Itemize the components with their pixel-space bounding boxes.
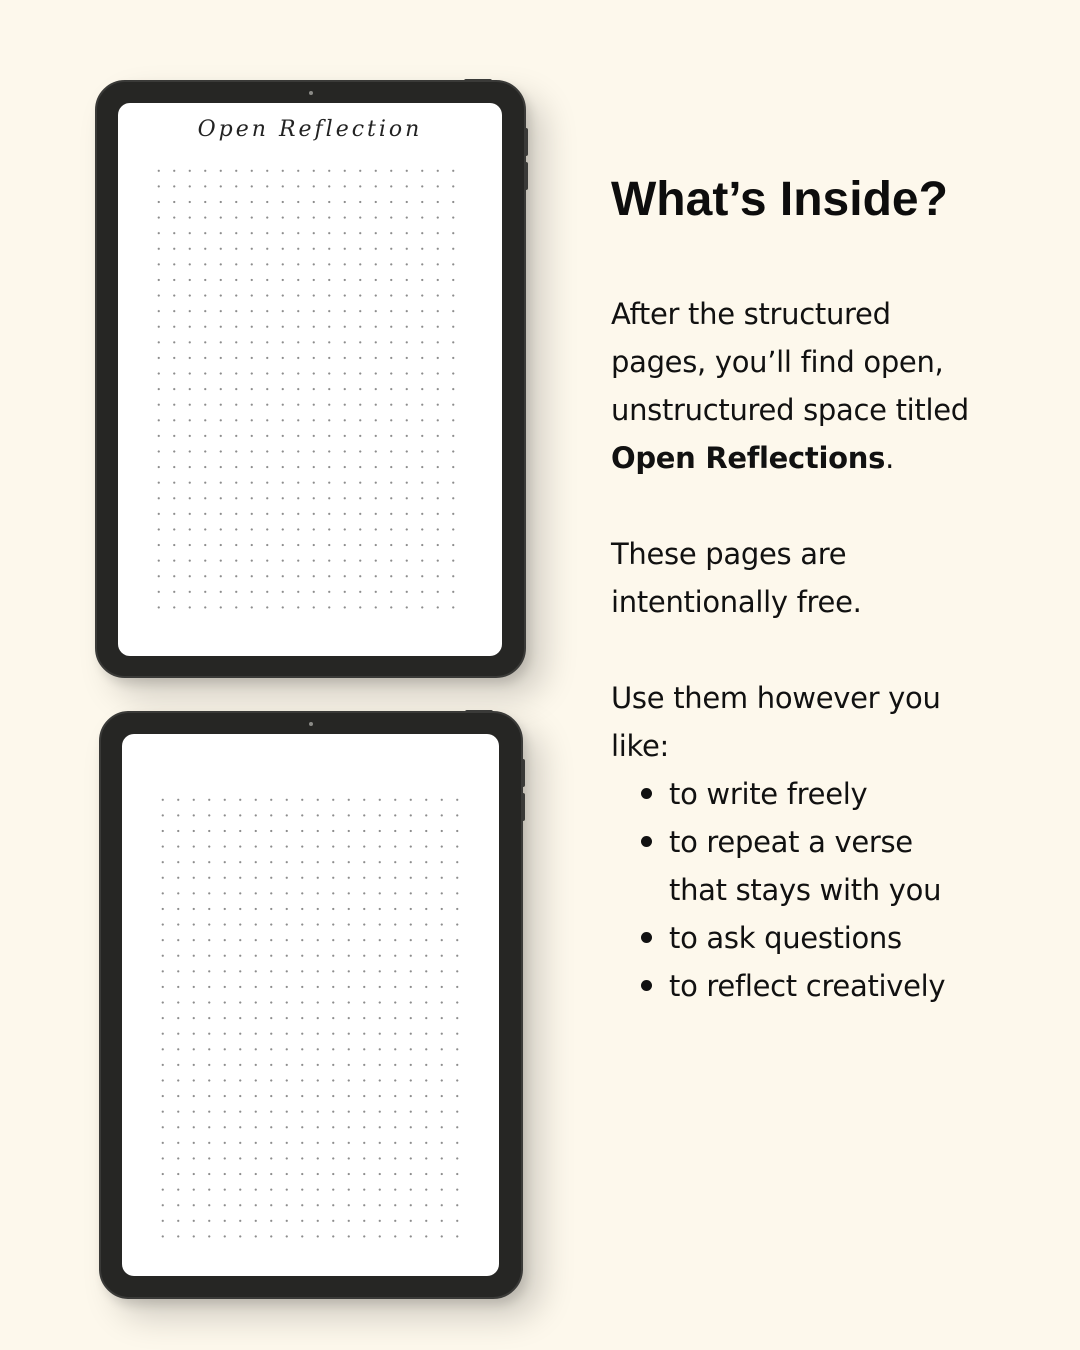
tablet-volume-up-button <box>522 759 525 787</box>
list-item-text: to repeat a verse <box>669 825 913 859</box>
paragraph-line: pages, you’ll find open, <box>611 345 944 379</box>
bullet-list <box>611 770 1051 1010</box>
paragraph-intro <box>611 290 1051 482</box>
tablet-power-button <box>464 79 492 82</box>
bullet-icon <box>641 836 652 847</box>
paragraph-line: unstructured space titled <box>611 393 969 427</box>
bullet-icon <box>641 980 652 991</box>
paragraph-usage <box>611 674 1051 770</box>
tablet-volume-up-button <box>525 128 528 156</box>
tablet-camera <box>309 91 313 95</box>
list-item-text: that stays with you <box>669 873 942 907</box>
paragraph-line: like: <box>611 729 669 763</box>
list-item <box>611 818 1051 914</box>
tablet-top <box>95 80 526 678</box>
list-item <box>611 770 1051 818</box>
tablet-volume-down-button <box>522 793 525 821</box>
period: . <box>885 441 894 475</box>
tablet-screen <box>118 103 502 656</box>
paragraph-line: Use them however you <box>611 681 941 715</box>
dot-grid <box>155 792 467 1244</box>
bullet-icon <box>641 932 652 943</box>
tablet-bottom <box>99 711 523 1299</box>
list-item <box>611 914 1051 962</box>
page-title: Open Reflection <box>197 117 423 142</box>
heading: What’s Inside? <box>611 173 948 226</box>
paragraph-line <box>611 434 1051 482</box>
tablet-camera <box>309 722 313 726</box>
list-item-text: to write freely <box>669 777 868 811</box>
tablet-screen <box>122 734 499 1276</box>
bullet-icon <box>641 788 652 799</box>
list-item-text: to ask questions <box>669 921 902 955</box>
dot-grid <box>151 163 467 619</box>
open-reflections-label: Open Reflections <box>611 441 886 475</box>
list-item-text: to reflect creatively <box>669 969 946 1003</box>
paragraph-line: intentionally free. <box>611 585 862 619</box>
tablet-power-button <box>465 710 493 713</box>
tablet-volume-down-button <box>525 162 528 190</box>
list-item <box>611 962 1051 1010</box>
paragraph-line: These pages are <box>611 537 847 571</box>
paragraph-free <box>611 530 1051 626</box>
paragraph-line: After the structured <box>611 297 891 331</box>
